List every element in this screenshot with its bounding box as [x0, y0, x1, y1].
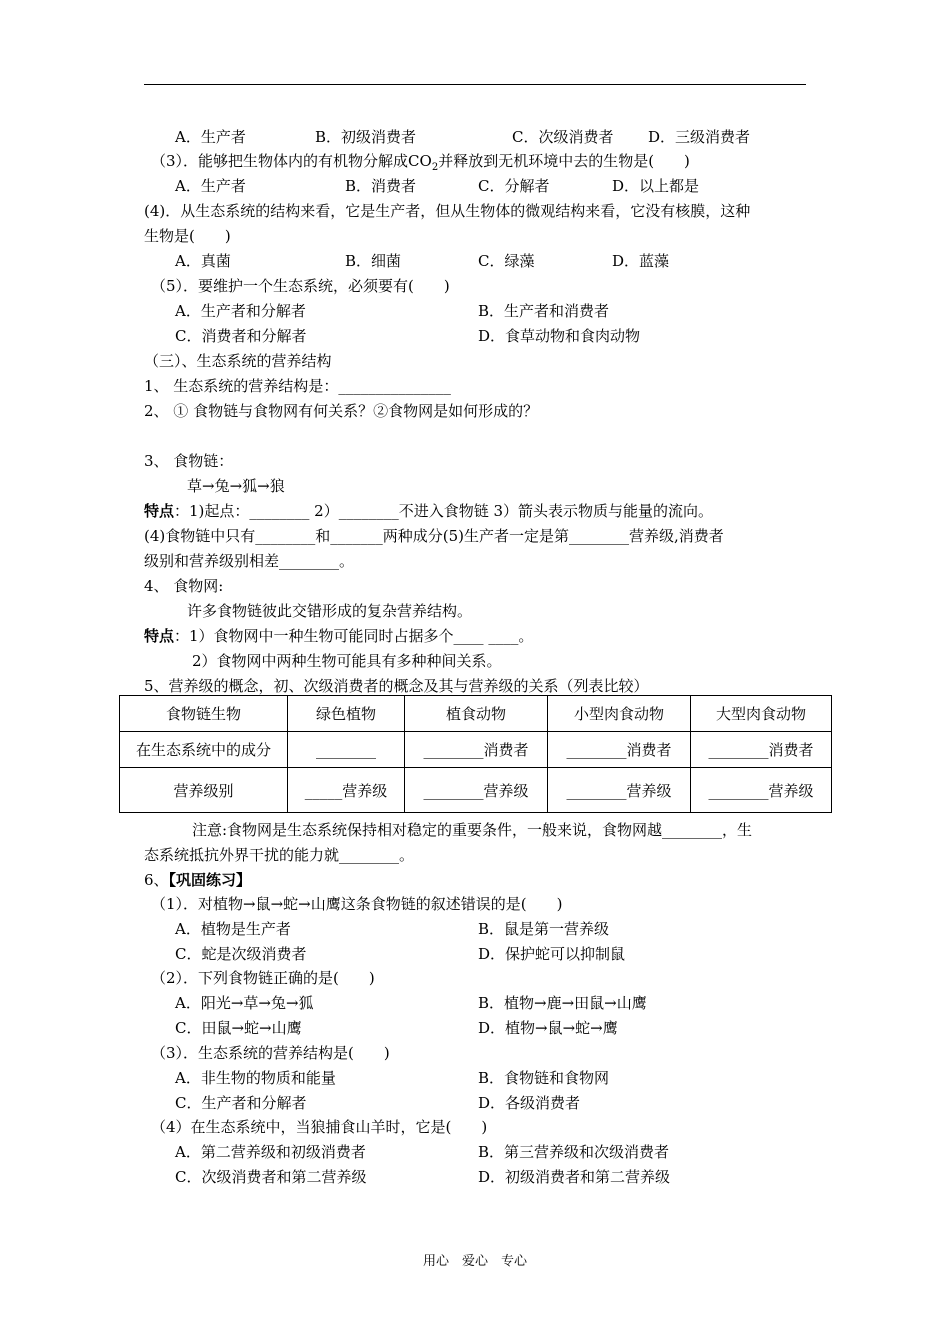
table-cell: 营养级别: [120, 768, 288, 813]
chain-features-line2: (4)食物链中只有________和_______两种成分(5)生产者一定是第________营养级,消费者: [144, 527, 724, 545]
p4-option-a: A．第二营养级和初级消费者: [175, 1143, 366, 1161]
p2-option-a: A．阳光→草→兔→狐: [175, 994, 314, 1012]
table-cell: 小型肉食动物: [548, 696, 691, 732]
food-chain-example: 草→兔→狐→狼: [187, 477, 285, 495]
q3-stem: （3）．能够把生物体内的有机物分解成$CO_2$并释放到无机环境中去的生物是( ): [151, 152, 690, 173]
table-cell: 食物链生物: [120, 696, 288, 732]
page-footer: 用心 爱心 专心: [422, 1254, 527, 1269]
item-2: 2、 ① 食物链与食物网有何关系？②食物网是如何形成的？: [144, 402, 539, 420]
q4-option-a: A．真菌: [175, 252, 231, 270]
table-cell: _____营养级: [288, 768, 405, 813]
note-line1: 注意:食物网是生态系统保持相对稳定的重要条件，一般来说，食物网越________，生: [192, 821, 753, 839]
table-cell: ________消费者: [405, 732, 548, 768]
p1-option-d: D．保护蛇可以抑制鼠: [478, 945, 626, 963]
q3-option-a: A．生产者: [175, 177, 246, 195]
table-cell: 植食动物: [405, 696, 548, 732]
table-cell: ________: [288, 732, 405, 768]
p3-option-a: A．非生物的物质和能量: [175, 1069, 336, 1087]
p2-stem: （2）．下列食物链正确的是( ): [151, 969, 375, 987]
table-cell: ________消费者: [548, 732, 691, 768]
q4-option-c: C．绿藻: [478, 252, 535, 270]
p1-option-b: B．鼠是第一营养级: [478, 920, 610, 938]
p3-option-b: B．食物链和食物网: [478, 1069, 610, 1087]
chain-features-line1: 特点：1)起点：________ 2）________不进入食物链 3）箭头表示物质与能量的流向。: [144, 502, 714, 520]
table-cell: 大型肉食动物: [691, 696, 832, 732]
item-1: 1、 生态系统的营养结构是：_______________: [144, 377, 451, 395]
table-cell: ________营养级: [548, 768, 691, 813]
p2-option-d: D．植物→鼠→蛇→鹰: [478, 1019, 618, 1037]
q2-option-a: A．生产者: [175, 128, 246, 146]
item-3: 3、 食物链：: [144, 452, 234, 470]
item-5: 5、营养级的概念，初、次级消费者的概念及其与营养级的关系（列表比较）: [144, 677, 649, 695]
web-features-line1: 特点：1）食物网中一种生物可能同时占据多个____ ____。: [144, 627, 534, 645]
q3-option-d: D．以上都是: [612, 177, 700, 195]
q5-option-a: A．生产者和分解者: [175, 302, 306, 320]
q5-option-b: B．生产者和消费者: [478, 302, 610, 320]
table-cell: 绿色植物: [288, 696, 405, 732]
table-row: [120, 768, 832, 813]
table-cell: ________消费者: [691, 732, 832, 768]
q5-option-c: C．消费者和分解者: [175, 327, 307, 345]
q3-option-c: C．分解者: [478, 177, 550, 195]
q2-option-d: D．三级消费者: [648, 128, 751, 146]
section-heading: （三）、生态系统的营养结构: [144, 352, 332, 370]
table-cell: ________营养级: [405, 768, 548, 813]
q5-option-d: D．食草动物和食肉动物: [478, 327, 641, 345]
q4-stem-line1: (4)．从生态系统的结构来看，它是生产者，但从生物体的微观结构来看，它没有核膜，这种: [144, 202, 751, 220]
q5-stem: （5）．要维护一个生态系统，必须要有( ): [151, 277, 450, 295]
table-cell: ________营养级: [691, 768, 832, 813]
item-4: 4、 食物网:: [144, 577, 224, 595]
p4-option-b: B．第三营养级和次级消费者: [478, 1143, 670, 1161]
q2-option-b: B．初级消费者: [315, 128, 417, 146]
chain-features-line3: 级别和营养级别相差________。: [144, 552, 355, 570]
q4-option-b: B．细菌: [345, 252, 402, 270]
q4-stem-line2: 生物是( ): [144, 227, 231, 245]
note-line2: 态系统抵抗外界干扰的能力就________。: [144, 846, 415, 864]
q4-option-d: D．蓝藻: [612, 252, 670, 270]
table-header-row: [120, 696, 832, 732]
trophic-level-table: [119, 695, 832, 813]
p3-option-c: C．生产者和分解者: [175, 1094, 307, 1112]
table-cell: 在生态系统中的成分: [120, 732, 288, 768]
q3-option-b: B．消费者: [345, 177, 417, 195]
p2-option-b: B．植物→鹿→田鼠→山鹰: [478, 994, 647, 1012]
p4-option-d: D．初级消费者和第二营养级: [478, 1168, 671, 1186]
header-rule: [144, 84, 806, 85]
p1-stem: （1）．对植物→鼠→蛇→山鹰这条食物链的叙述错误的是( ): [151, 895, 563, 913]
p4-stem: （4）在生态系统中，当狼捕食山羊时，它是( ): [151, 1118, 488, 1136]
p3-option-d: D．各级消费者: [478, 1094, 581, 1112]
p3-stem: （3）．生态系统的营养结构是( ): [151, 1044, 390, 1062]
q2-option-c: C．次级消费者: [512, 128, 614, 146]
p4-option-c: C．次级消费者和第二营养级: [175, 1168, 367, 1186]
p2-option-c: C．田鼠→蛇→山鹰: [175, 1019, 302, 1037]
table-row: [120, 732, 832, 768]
food-web-description: 许多食物链彼此交错形成的复杂营养结构。: [187, 602, 473, 620]
p1-option-a: A．植物是生产者: [175, 920, 291, 938]
practice-heading: 6、【巩固练习】: [144, 871, 252, 889]
p1-option-c: C．蛇是次级消费者: [175, 945, 307, 963]
web-features-line2: 2）食物网中两种生物可能具有多种种间关系。: [192, 652, 502, 670]
